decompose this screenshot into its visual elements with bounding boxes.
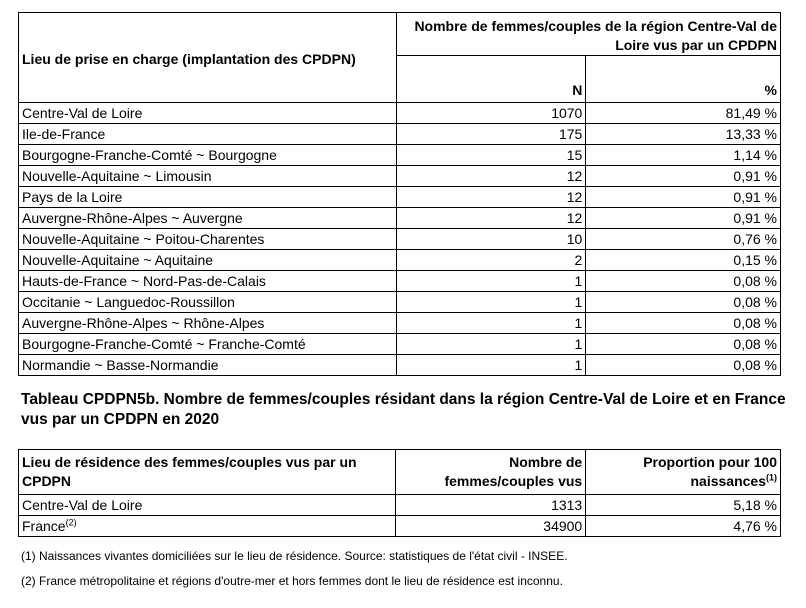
cell-lieu-label: Centre-Val de Loire — [22, 496, 143, 513]
cell-pct: 0,08 % — [586, 355, 781, 376]
footnote-ref: (2) — [65, 516, 77, 527]
cell-pct: 1,14 % — [586, 145, 781, 166]
cell-pct: 0,08 % — [586, 334, 781, 355]
cell-n: 12 — [396, 166, 586, 187]
table-body — [19, 103, 781, 376]
table-row — [19, 229, 781, 250]
table-row — [19, 124, 781, 145]
cell-lieu: Auvergne-Rhône-Alpes ~ Rhône-Alpes — [19, 313, 397, 334]
cell-lieu — [19, 495, 396, 516]
cell-lieu: Normandie ~ Basse-Normandie — [19, 355, 397, 376]
cell-lieu: Auvergne-Rhône-Alpes ~ Auvergne — [19, 208, 397, 229]
cell-n: 1 — [396, 355, 586, 376]
cell-lieu: Bourgogne-Franche-Comté ~ Bourgogne — [19, 145, 397, 166]
cell-lieu — [19, 516, 396, 537]
cell-n: 175 — [396, 124, 586, 145]
table-row — [19, 313, 781, 334]
cell-n: 1 — [396, 334, 586, 355]
cell-proportion: 5,18 % — [586, 495, 781, 516]
table-row — [19, 495, 781, 516]
table-row — [19, 166, 781, 187]
cpdpn-location-table — [18, 12, 781, 376]
footnote-1: (1) Naissances vivantes domiciliées sur le lieu de résidence. Source: statistiques de l'état civil - INSEE. — [21, 549, 568, 563]
cell-pct: 0,76 % — [586, 229, 781, 250]
residence-table — [18, 449, 781, 537]
cell-lieu: Centre-Val de Loire — [19, 103, 397, 124]
table-row — [19, 145, 781, 166]
cell-n: 1 — [396, 292, 586, 313]
cell-n: 12 — [396, 208, 586, 229]
footnote-ref: (1) — [766, 472, 777, 483]
table-row — [19, 292, 781, 313]
cell-n: 1313 — [396, 495, 586, 516]
cell-lieu: Ile-de-France — [19, 124, 397, 145]
table-header-row — [19, 450, 781, 495]
cell-pct: 0,08 % — [586, 292, 781, 313]
cell-n: 34900 — [396, 516, 586, 537]
cell-lieu-label: France — [22, 517, 66, 534]
cell-lieu: Bourgogne-Franche-Comté ~ Franche-Comté — [19, 334, 397, 355]
cell-pct: 0,08 % — [586, 313, 781, 334]
cell-n: 12 — [396, 187, 586, 208]
cell-lieu: Hauts-de-France ~ Nord-Pas-de-Calais — [19, 271, 397, 292]
cell-pct: 0,15 % — [586, 250, 781, 271]
cell-proportion: 4,76 % — [586, 516, 781, 537]
header-pct: % — [586, 56, 781, 103]
table-row — [19, 355, 781, 376]
cell-n: 2 — [396, 250, 586, 271]
table-header-row — [19, 13, 781, 56]
header-nombre-vus: Nombre de femmes/couples vus — [396, 450, 586, 495]
header-lieu-prise-en-charge: Lieu de prise en charge (implantation des CPDPN) — [19, 13, 397, 103]
table-row — [19, 271, 781, 292]
cell-pct: 0,91 % — [586, 166, 781, 187]
header-n: N — [396, 56, 586, 103]
header-lieu-residence: Lieu de résidence des femmes/couples vus par un CPDPN — [19, 450, 396, 495]
table-row — [19, 103, 781, 124]
table-row — [19, 250, 781, 271]
header-proportion-label: Proportion pour 100 naissances — [643, 454, 777, 489]
cell-lieu: Nouvelle-Aquitaine ~ Poitou-Charentes — [19, 229, 397, 250]
header-proportion — [586, 450, 781, 495]
table-body — [19, 495, 781, 537]
cell-n: 1 — [396, 313, 586, 334]
cell-pct: 81,49 % — [586, 103, 781, 124]
footnote-2: (2) France métropolitaine et régions d'outre-mer et hors femmes dont le lieu de résidence est inconnu. — [21, 574, 563, 588]
cell-lieu: Nouvelle-Aquitaine ~ Limousin — [19, 166, 397, 187]
cell-pct: 0,91 % — [586, 208, 781, 229]
table-row — [19, 208, 781, 229]
table-row — [19, 187, 781, 208]
cell-pct: 0,08 % — [586, 271, 781, 292]
cell-lieu: Pays de la Loire — [19, 187, 397, 208]
cell-n: 10 — [396, 229, 586, 250]
cell-n: 1 — [396, 271, 586, 292]
cell-lieu: Occitanie ~ Languedoc-Roussillon — [19, 292, 397, 313]
table-row — [19, 334, 781, 355]
cell-n: 1070 — [396, 103, 586, 124]
table-row — [19, 516, 781, 537]
cell-lieu: Nouvelle-Aquitaine ~ Aquitaine — [19, 250, 397, 271]
header-nombre-femmes-couples: Nombre de femmes/couples de la région Centre-Val de Loire vus par un CPDPN — [396, 13, 780, 56]
cell-n: 15 — [396, 145, 586, 166]
cell-pct: 13,33 % — [586, 124, 781, 145]
table-title: Tableau CPDPN5b. Nombre de femmes/couples résidant dans la région Centre-Val de Loire et en France vus par un CPDPN en 2020 — [21, 391, 786, 428]
cell-pct: 0,91 % — [586, 187, 781, 208]
